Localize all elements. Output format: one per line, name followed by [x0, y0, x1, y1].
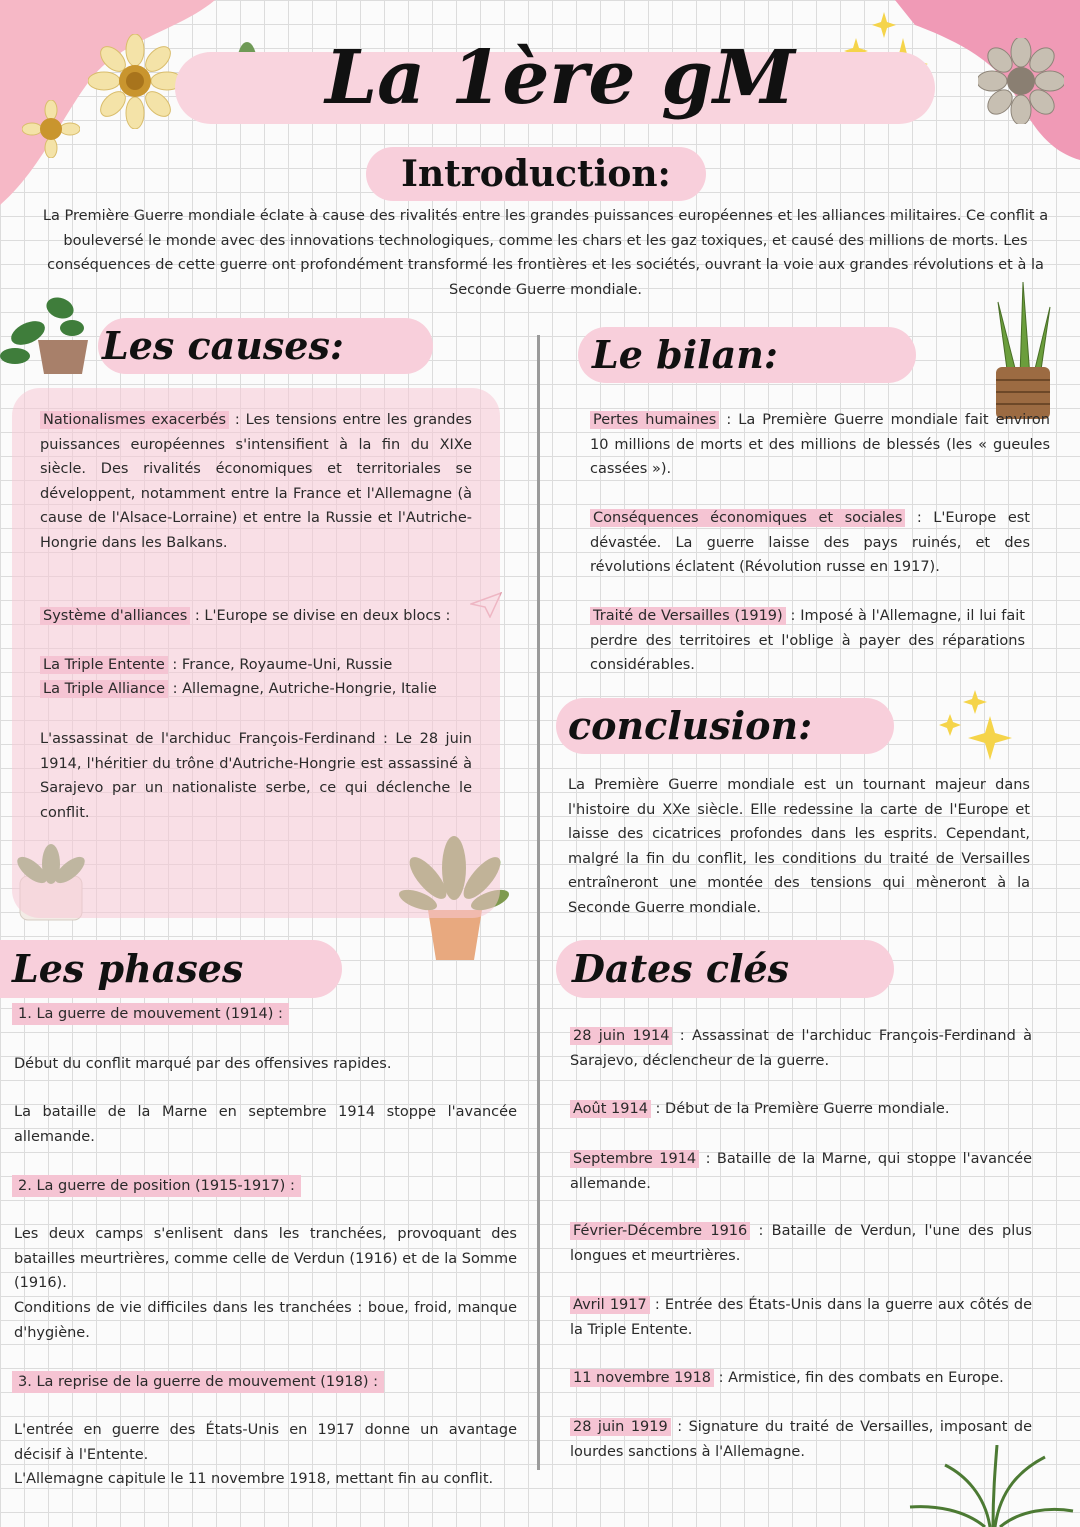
sparkle-icon	[935, 688, 1020, 768]
date-label: Septembre 1914	[570, 1150, 699, 1168]
date-item	[570, 1219, 1032, 1268]
cause-text: : L'Europe se divise en deux blocs :	[190, 608, 451, 624]
cause-label: La Triple Alliance	[40, 680, 168, 698]
date-item	[570, 1293, 1032, 1342]
date-label: Avril 1917	[570, 1296, 650, 1314]
date-item	[570, 1097, 1032, 1122]
cause-text: : Les tensions entre les grandes puissances européennes s'intensifient à la fin du XIXe siècle. Des rivalités économiques et territoriales se développent, notamment entre la France et l'Allemagne (à cause de l'Alsace-Lorraine) et entre la Russie et l'Autriche-Hongrie dans les Balkans.	[40, 412, 472, 551]
phase-paragraph: L'entrée en guerre des États-Unis en 1917 donne un avantage décisif à l'Entente.	[14, 1422, 517, 1463]
bilan-label: Conséquences économiques et sociales	[590, 509, 905, 527]
snake-plant-icon	[988, 282, 1058, 422]
cause-item	[40, 408, 472, 555]
bilan-item	[590, 408, 1050, 482]
bilan-text: : Imposé à l'Allemagne, il lui fait perdre des territoires et l'oblige à payer des réparations considérables.	[590, 608, 1025, 673]
bilan-text: : L'Europe est dévastée. La guerre laisse des pays ruinés, et des révolutions éclatent (Révolution russe en 1917).	[590, 510, 1030, 575]
phase-paragraph: La bataille de la Marne en septembre 1914 stoppe l'avancée allemande.	[14, 1104, 517, 1145]
cause-text: : Allemagne, Autriche-Hongrie, Italie	[168, 681, 437, 697]
date-item	[570, 1415, 1032, 1464]
date-text: : Bataille de Verdun, l'une des plus longues et meurtrières.	[570, 1223, 1032, 1264]
causes-heading: Les causes:	[102, 323, 344, 368]
phase-title: 3. La reprise de la guerre de mouvement (1918) :	[12, 1370, 512, 1395]
small-flower-icon	[22, 100, 80, 158]
phase-title: 2. La guerre de position (1915-1917) :	[12, 1174, 512, 1199]
cause-text: L'assassinat de l'archiduc François-Ferdinand : Le 28 juin 1914, l'héritier du trône d'Autriche-Hongrie est assassiné à Sarajevo par un nationaliste serbe, ce qui déclenche le conflit.	[40, 731, 472, 821]
conclusion-heading: conclusion:	[568, 703, 813, 748]
date-item	[570, 1147, 1032, 1196]
cause-label: Nationalismes exacerbés	[40, 411, 229, 429]
phase-paragraph: Conditions de vie difficiles dans les tranchées : boue, froid, manque d'hygiène.	[14, 1300, 517, 1341]
date-item	[570, 1024, 1032, 1073]
phase-paragraph: Début du conflit marqué par des offensives rapides.	[14, 1056, 392, 1072]
bilan-heading: Le bilan:	[592, 332, 778, 377]
bilan-item	[590, 604, 1025, 678]
conclusion-text: La Première Guerre mondiale est un tournant majeur dans l'histoire du XXe siècle. Elle redessine la carte de l'Europe et laisse des cicatrices profondes dans les esprits. Cependant, malgré la fin du conflit, les conditions du traité de Versailles entraîneront une montée des tensions qui mèneront à la Seconde Guerre mondiale.	[568, 777, 1030, 916]
cause-label: Système d'alliances	[40, 607, 190, 625]
dates-heading: Dates clés	[572, 946, 790, 991]
intro-heading: Introduction:	[401, 153, 671, 195]
bilan-item	[590, 506, 1030, 580]
date-label: 28 juin 1919	[570, 1418, 671, 1436]
column-divider	[537, 335, 540, 1470]
date-label: 28 juin 1914	[570, 1027, 672, 1045]
bilan-label: Traité de Versailles (1919)	[590, 607, 786, 625]
intro-text: La Première Guerre mondiale éclate à cause des rivalités entre les grandes puissances européennes et les alliances militaires. Ce conflit a bouleversé le monde avec des innovations technologiques, comme les chars et les gaz toxiques, et causé des millions de morts. Les conséquences de cette guerre ont profondément transformé les frontières et les sociétés, ouvrant la voie aux grandes révolutions et à la Seconde Guerre mondiale.	[42, 208, 1049, 298]
date-label: Février-Décembre 1916	[570, 1222, 750, 1240]
date-text: : Début de la Première Guerre mondiale.	[650, 1101, 950, 1117]
date-item	[570, 1366, 1032, 1391]
cause-item	[40, 653, 480, 678]
page-title: La 1ère gM	[325, 35, 795, 121]
date-text: : Signature du traité de Versailles, imposant de lourdes sanctions à l'Allemagne.	[570, 1419, 1032, 1460]
phase-title: 1. La guerre de mouvement (1914) :	[12, 1002, 512, 1027]
cause-label: La Triple Entente	[40, 656, 168, 674]
cause-item	[40, 727, 472, 825]
bilan-text: : La Première Guerre mondiale fait environ 10 millions de morts et des millions de blessés (les « gueules cassées »).	[590, 412, 1050, 477]
grey-flower-icon	[978, 38, 1064, 124]
cause-item	[40, 604, 480, 629]
date-text: : Armistice, fin des combats en Europe.	[714, 1370, 1004, 1386]
date-label: 11 novembre 1918	[570, 1369, 714, 1387]
phase-paragraph: Les deux camps s'enlisent dans les tranchées, provoquant des batailles meurtrières, comme celle de Verdun (1916) et de la Somme (1916).	[14, 1226, 517, 1291]
cause-item	[40, 677, 480, 702]
flower-icon	[88, 34, 183, 129]
date-text: : Bataille de la Marne, qui stoppe l'avancée allemande.	[570, 1151, 1033, 1192]
cause-text: : France, Royaume-Uni, Russie	[167, 657, 393, 673]
phases-heading: Les phases	[12, 946, 244, 991]
date-text: : Assassinat de l'archiduc François-Ferdinand à Sarajevo, déclencheur de la guerre.	[570, 1028, 1032, 1069]
phase-paragraph: L'Allemagne capitule le 11 novembre 1918, mettant fin au conflit.	[14, 1471, 494, 1487]
bilan-label: Pertes humaines	[590, 411, 719, 429]
date-label: Août 1914	[570, 1100, 651, 1118]
date-text: : Entrée des États-Unis dans la guerre aux côtés de la Triple Entente.	[570, 1297, 1032, 1338]
